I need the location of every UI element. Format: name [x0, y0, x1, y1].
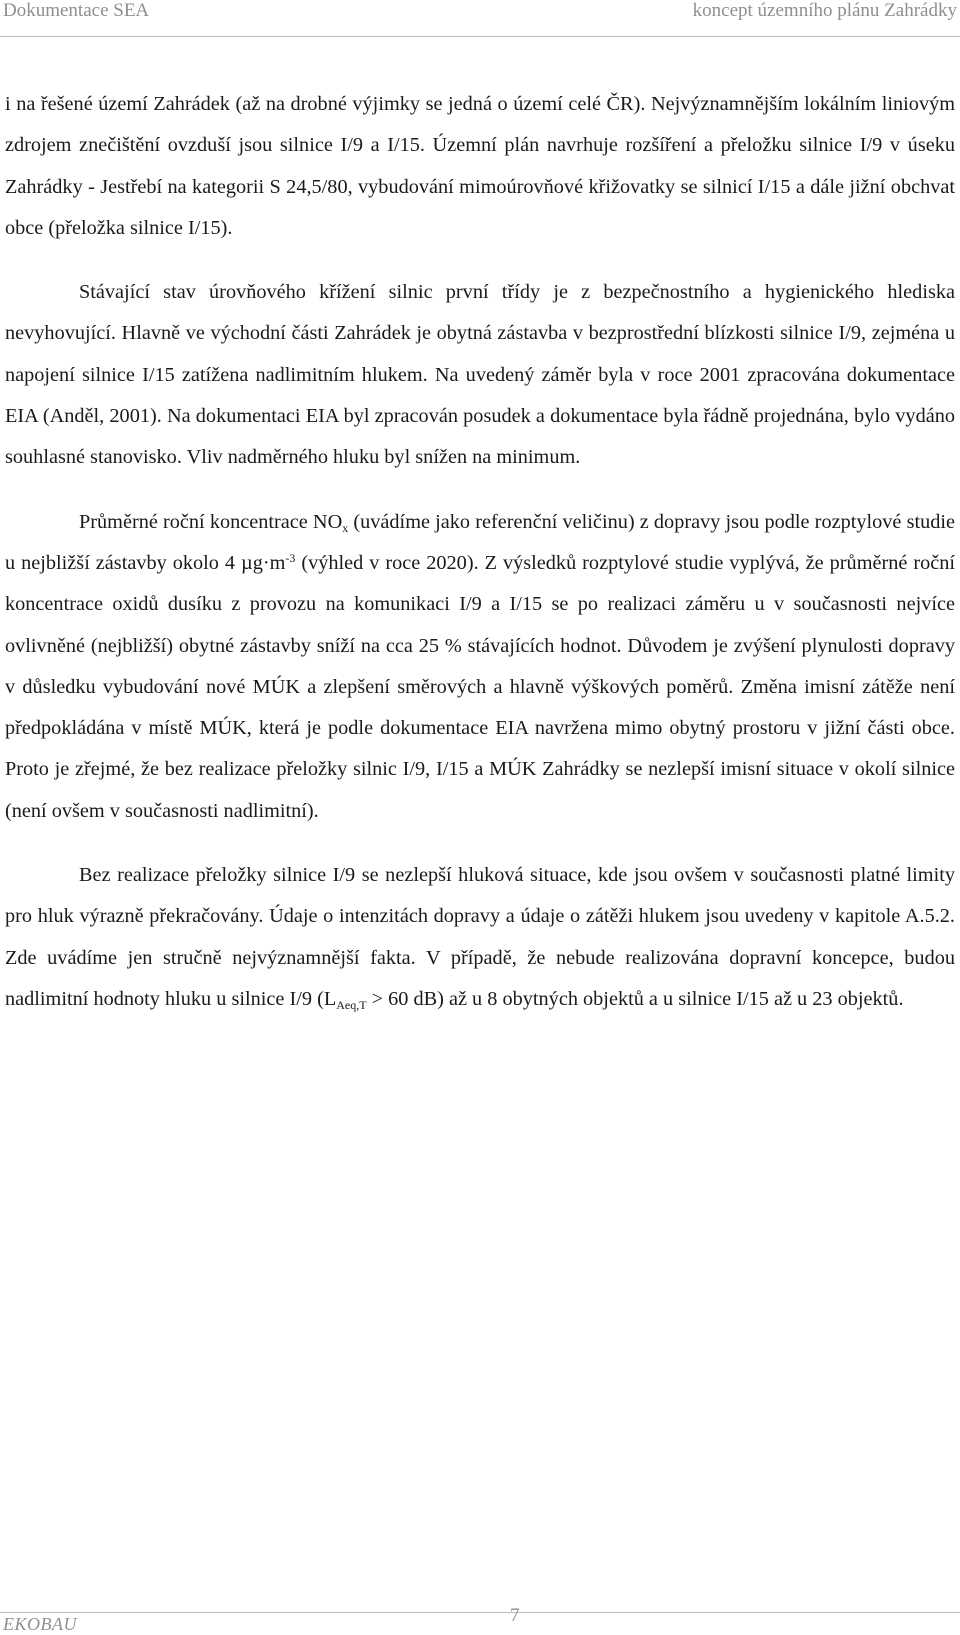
paragraph-2: Stávající stav úrovňového křížení silnic první třídy je z bezpečnostního a hygienického hlediska nevyhovující. Hlavně ve východní části Zahrádek je obytná zástavba v bezprostřední blízkosti silnice I/9, zejména u napojení silnice I/15 zatížena nadlimitním hlukem. Na uvedený záměr byla v roce 2001 zpracována dokumentace EIA (Anděl, 2001). Na dokumentaci EIA byl zpracován posudek a dokumentace byla řádně projednána, bylo vydáno souhlasné stanovisko. Vliv nadměrného hluku byl snížen na minimum.: [5, 281, 955, 469]
nox-subscript: x: [342, 520, 349, 535]
paragraph-4-text-a: Bez realizace přeložky silnice I/9 se nezlepší hluková situace, kde jsou ovšem v současnosti platné limity pro hluk výrazně překračovány. Údaje o intenzitách dopravy a údaje o zátěži hlukem jsou uvedeny v kapitole A.5.2. Zde uvádíme jen stručně nejvýznamnější fakta. V případě, že nebude realizována dopravní koncepce, budou nadlimitní hodnoty hluku u silnice I/9 (L: [5, 864, 955, 1010]
document-body: [5, 84, 955, 1043]
header-document-title: Dokumentace SEA: [3, 0, 150, 21]
paragraph-3: [5, 502, 955, 832]
paragraph-1: i na řešené území Zahrádek (až na drobné výjimky se jedná o území celé ČR). Nejvýznamnějším lokálním liniovým zdrojem znečištění ovzduší jsou silnice I/9 a I/15. Územní plán navrhuje rozšíření a přeložku silnice I/9 v úseku Zahrádky - Jestřebí na kategorii S 24,5/80, vybudování mimoúrovňové křižovatky se silnicí I/15 a dále jižní obchvat obce (přeložka silnice I/15).: [5, 93, 955, 239]
paragraph-4-text-b: > 60 dB) až u 8 obytných objektů a u silnice I/15 až u 23 objektů.: [366, 987, 904, 1010]
paragraph-3-text-a: Průměrné roční koncentrace NO: [79, 510, 343, 533]
header-project-title: koncept územního plánu Zahrádky: [692, 0, 957, 21]
paragraph-3-text-c: (výhled v roce 2020). Z výsledků rozptylové studie vyplývá, že průměrné roční koncentrace oxidů dusíku z provozu na komunikaci I/9 a I/15 se po realizaci záměru u v současnosti nejvíce ovlivněné (nejbližší) obytné zástavby sníží na cca 25 % stávajících hodnot. Důvodem je zvýšení plynulosti dopravy v důsledku vybudování nové MÚK a zlepšení směrových a hlavně výškových poměrů. Změna imisní zátěže není předpokládána v místě MÚK, která je podle dokumentace EIA navržena mimo obytný prostoru v jižní části obce. Proto je zřejmé, že bez realizace přeložky silnic I/9, I/15 a MÚK Zahrádky se nezlepší imisní situace v okolí silnice (není ovšem v současnosti nadlimitní).: [5, 551, 956, 822]
paragraph-4: [5, 855, 955, 1020]
laeq-subscript: Aeq,T: [336, 997, 367, 1012]
paragraph-3-text-b: (uvádíme jako referenční veličinu) z dopravy jsou podle rozptylové studie u nejbližší zástavby okolo 4 µg·m: [5, 510, 956, 574]
page-footer: [0, 1605, 960, 1635]
unit-superscript: -3: [285, 550, 296, 565]
footer-company: EKOBAU: [3, 1614, 77, 1634]
page-header: [0, 0, 960, 37]
page-number: 7: [510, 1605, 520, 1626]
